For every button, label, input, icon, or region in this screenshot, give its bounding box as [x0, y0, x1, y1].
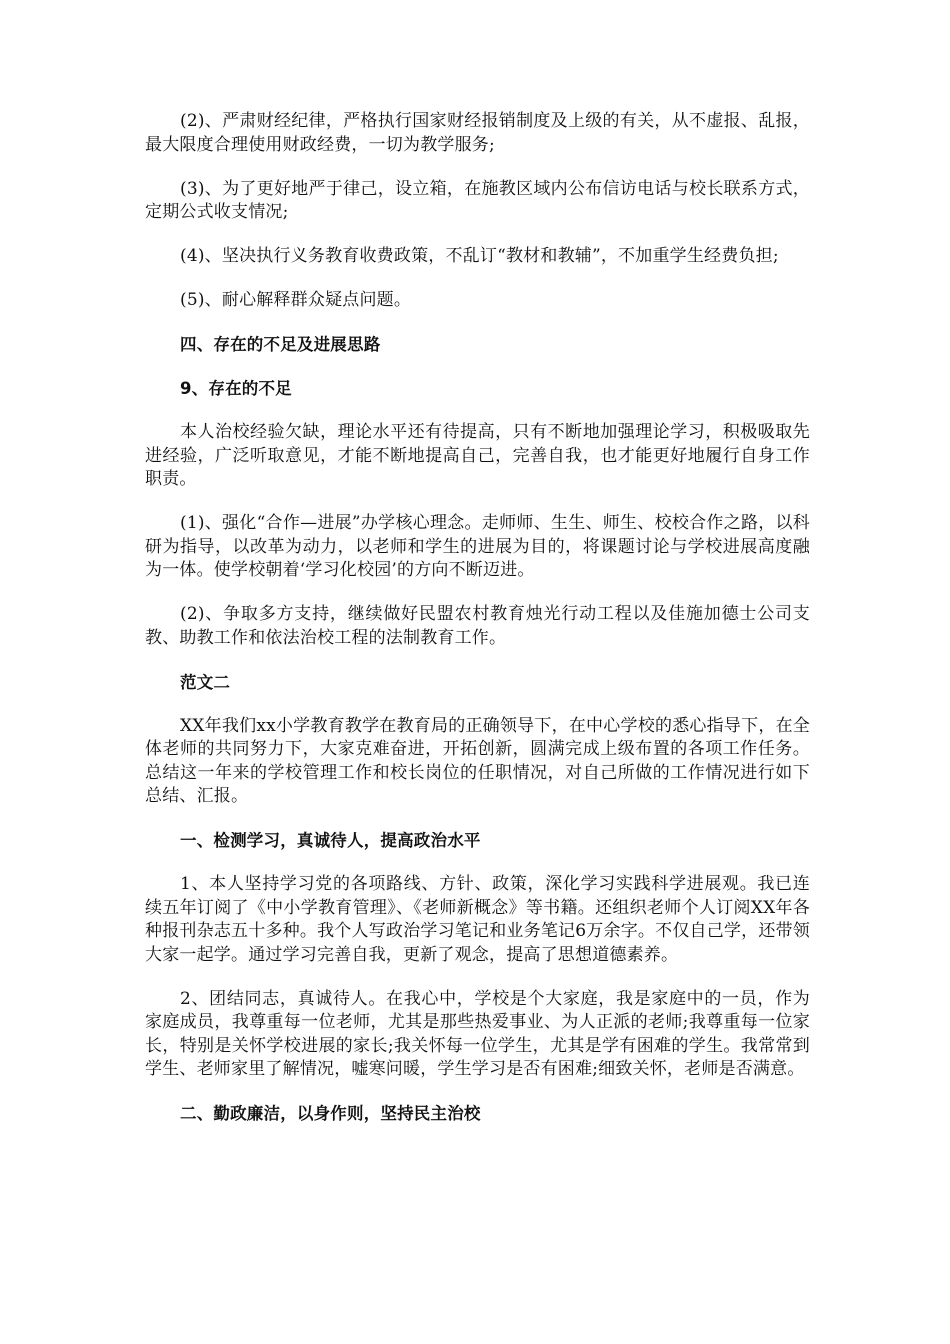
sample-essay-heading: 范文二: [180, 672, 231, 692]
paragraph: 本人治校经验欠缺，理论水平还有待提高，只有不断地加强理论学习，积极吸取先进经验，广泛听取意见，才能不断地提高自己，完善自我，也才能更好地履行自身工作职责。: [145, 422, 810, 489]
paragraph: (2)、严肃财经纪律，严格执行国家财经报销制度及上级的有关，从不虚报、乱报，最大限度合理使用财政经费，一切为教学服务;: [145, 111, 810, 155]
section-heading: 四、存在的不足及进展思路: [180, 335, 381, 354]
document-page: [145, 110, 810, 1146]
paragraph: 1、本人坚持学习党的各项路线、方针、政策，深化学习实践科学进展观。我已连续五年订阅了《中小学教育管理》、《老师新概念》等书籍。还组织老师个人订阅XX年各种报刊杂志五十多种。我个人写政治学习笔记和业务笔记6万余字。不仅自己学，还带领大家一起学。通过学习完善自我，更新了观念，提高了思想道德素养。: [145, 874, 810, 965]
section-heading: 一、检测学习，真诚待人，提高政治水平: [180, 831, 481, 850]
paragraph: (1)、强化“合作—进展”办学核心理念。走师师、生生、师生、校校合作之路，以科研为指导，以改革为动力，以老师和学生的进展为目的，将课题讨论与学校进展高度融为一体。使学校朝着‘学习化校园’的方向不断迈进。: [145, 513, 810, 580]
subsection-heading: 9、存在的不足: [180, 379, 292, 398]
paragraph: (5)、耐心解释群众疑点问题。: [180, 290, 412, 310]
paragraph: (3)、为了更好地严于律己，设立箱，在施教区域内公布信访电话与校长联系方式，定期公式收支情况;: [145, 178, 810, 222]
paragraph: XX年我们xx小学教育教学在教育局的正确领导下，在中心学校的悉心指导下，在全体老师的共同努力下，大家克难奋进，开拓创新，圆满完成上级布置的各项工作任务。总结这一年来的学校管理工作和校长岗位的任职情况，对自己所做的工作情况进行如下总结、汇报。: [145, 715, 810, 806]
section-heading: 二、勤政廉洁，以身作则，坚持民主治校: [180, 1104, 481, 1123]
paragraph: (4)、坚决执行义务教育收费政策，不乱订“教材和教辅”，不加重学生经费负担;: [180, 246, 779, 266]
paragraph: 2、团结同志，真诚待人。在我心中，学校是个大家庭，我是家庭中的一员，作为家庭成员，我尊重每一位老师，尤其是那些热爱事业、为人正派的老师;我尊重每一位家长，特别是关怀学校进展的家长;我关怀每一位学生，尤其是学有困难的学生。我常常到学生、老师家里了解情况，嘘寒问暖，学生学习是否有困难;细致关怀，老师是否满意。: [145, 988, 810, 1079]
paragraph: (2)、争取多方支持，继续做好民盟农村教育烛光行动工程以及佳施加德士公司支教、助教工作和依法治校工程的法制教育工作。: [145, 604, 810, 648]
